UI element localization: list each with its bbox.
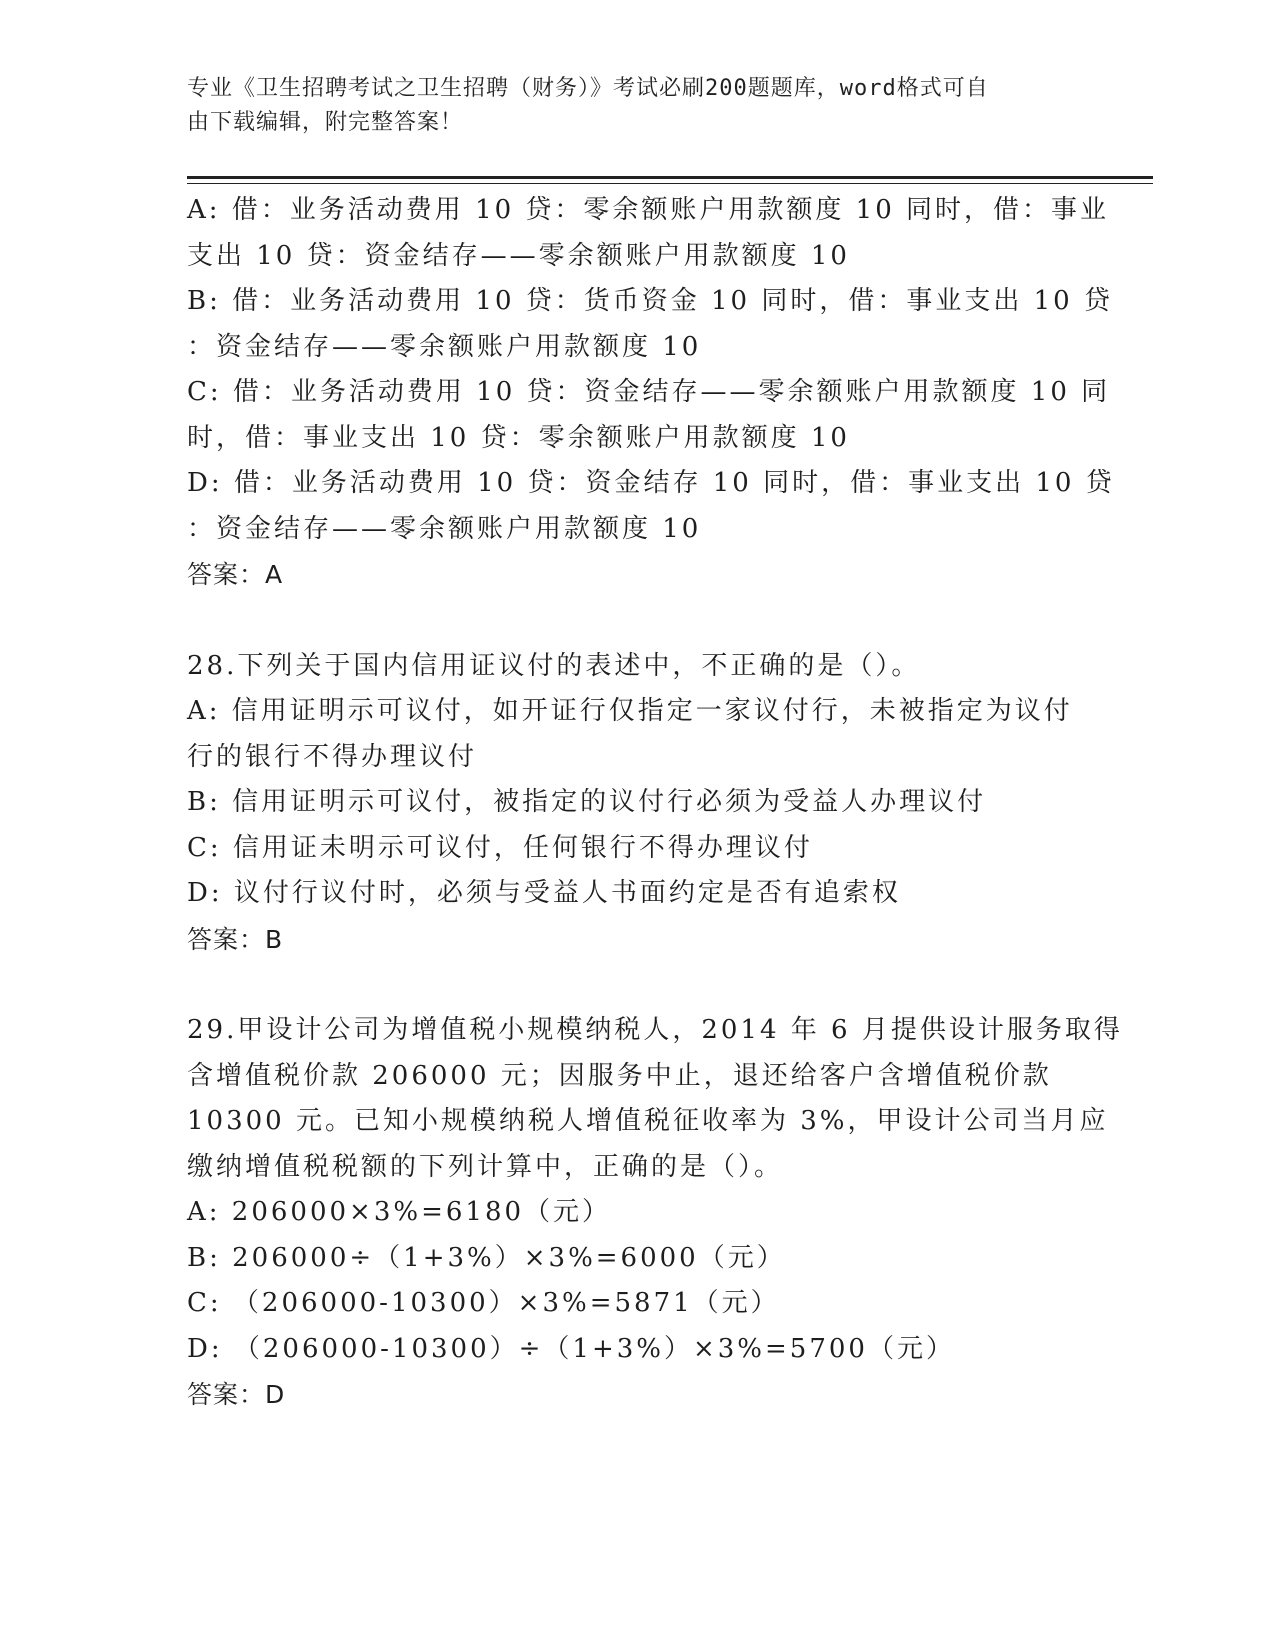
q29-option: B: 206000÷（1+3%）×3%=6000（元） xyxy=(187,1242,786,1273)
q28-line: B: 信用证明示可议付，被指定的议付行必须为受益人办理议付 xyxy=(187,787,987,817)
q29-stem: 缴纳增值税税额的下列计算中，正确的是（）。 xyxy=(187,1151,784,1182)
q29-answer: 答案：D xyxy=(187,1380,286,1409)
q27-line: 支出 10 贷：资金结存——零余额账户用款额度 10 xyxy=(187,240,850,271)
q27-answer: 答案：A xyxy=(187,560,284,589)
q27-line: ：资金结存——零余额账户用款额度 10 xyxy=(187,513,702,544)
q28-line: C: 信用证未明示可议付，任何银行不得办理议付 xyxy=(187,832,813,863)
q29-stem: 10300 元。已知小规模纳税人增值税征收率为 3%，甲设计公司当月应 xyxy=(187,1106,1109,1136)
q28-line: 行的银行不得办理议付 xyxy=(187,741,478,772)
q28-line: A: 信用证明示可议付，如开证行仅指定一家议付行，未被指定为议付 xyxy=(187,696,1073,726)
q29-option: A: 206000×3%=6180（元） xyxy=(187,1197,612,1227)
question-29 xyxy=(187,1008,1123,1418)
header-line-2: 由下载编辑，附完整答案！ xyxy=(187,110,464,135)
spacer xyxy=(187,962,1087,1008)
spacer xyxy=(187,598,1087,644)
q29-option: D: （206000-10300）÷（1+3%）×3%=5700（元） xyxy=(187,1333,955,1364)
q29-stem: 含增值税价款 206000 元；因服务中止，退还给客户含增值税价款 xyxy=(187,1060,1052,1091)
q27-line: ：资金结存——零余额账户用款额度 10 xyxy=(187,331,702,362)
q27-line: C: 借：业务活动费用 10 贷：资金结存——零余额账户用款额度 10 同 xyxy=(187,377,1111,407)
q28-line: D: 议付行议付时，必须与受益人书面约定是否有追索权 xyxy=(187,878,901,908)
q27-line: B: 借：业务活动费用 10 贷：货币资金 10 同时，借：事业支出 10 贷 xyxy=(187,286,1113,316)
q28-answer: 答案：B xyxy=(187,924,284,954)
q27-line: 时，借：事业支出 10 贷：零余额账户用款额度 10 xyxy=(187,422,850,453)
question-28 xyxy=(187,644,1087,963)
question-content xyxy=(187,188,1123,1418)
q27-line: D: 借：业务活动费用 10 贷：资金结存 10 同时，借：事业支出 10 贷 xyxy=(187,468,1115,498)
q29-option: C: （206000-10300）×3%=5871（元） xyxy=(187,1288,780,1318)
header-line-1: 专业《卫生招聘考试之卫生招聘（财务）》考试必刷200题题库，word格式可自 xyxy=(187,76,989,101)
q29-stem: 29.甲设计公司为增值税小规模纳税人，2014 年 6 月提供设计服务取得 xyxy=(187,1015,1123,1045)
header-rule-thin xyxy=(187,183,1153,184)
q27-line: A: 借：业务活动费用 10 贷：零余额账户用款额度 10 同时，借：事业 xyxy=(187,195,1110,225)
document-header xyxy=(187,72,1067,140)
q28-stem: 28.下列关于国内信用证议付的表述中，不正确的是（）。 xyxy=(187,650,921,681)
header-rule-thick xyxy=(187,176,1153,179)
question-27 xyxy=(187,188,1115,598)
